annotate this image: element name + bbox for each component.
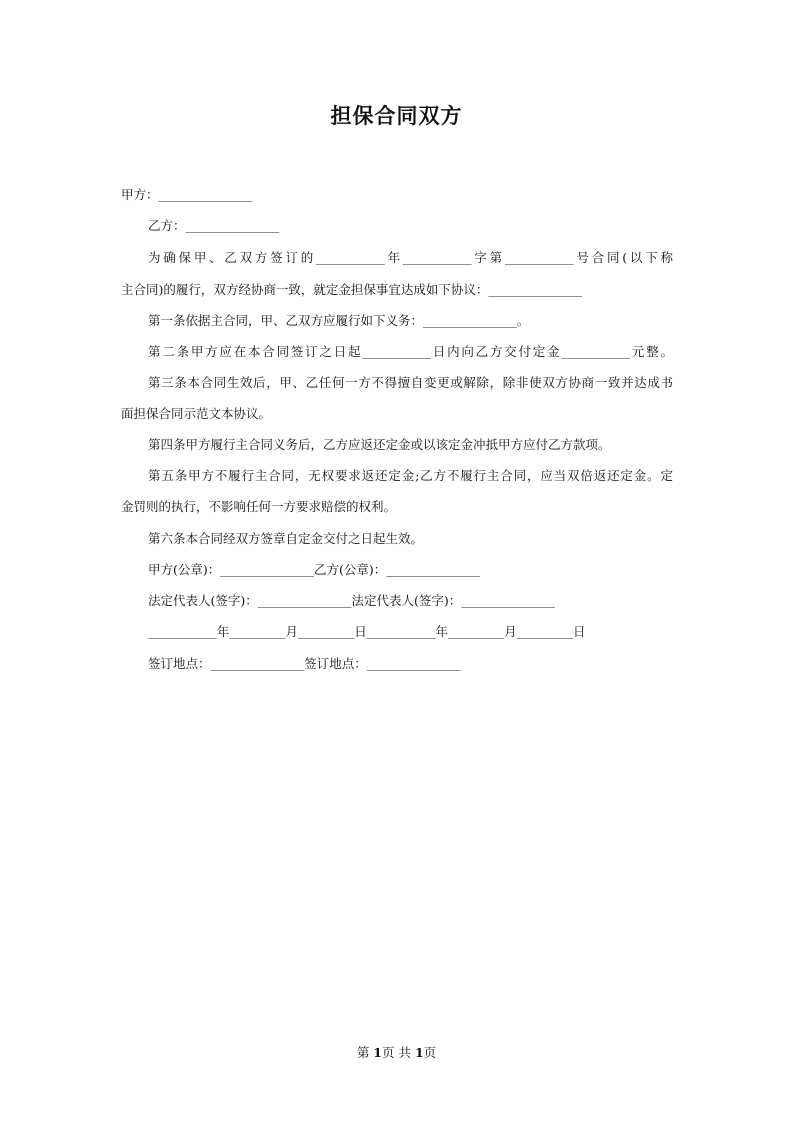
party-a-line: 甲方：_______________ (121, 187, 253, 202)
date-line: ___________年_________月_________日___________年_________月_________日 (148, 624, 586, 639)
footer-middle: 页 共 (382, 1045, 415, 1060)
footer-suffix: 页 (423, 1045, 437, 1060)
representative-line: 法定代表人(签字)：_______________法定代表人(签字)：_______________ (148, 593, 556, 608)
article-5-line-1: 第五条甲方不履行主合同，无权要求返还定金;乙方不履行主合同，应当双倍返还定金。定 (148, 468, 673, 483)
article-6: 第六条本合同经双方签章自定金交付之日起生效。 (148, 531, 424, 546)
intro-line-1: 为确保甲、乙双方签订的___________年___________字第___________号合同(以下称 (148, 250, 673, 265)
footer-prefix: 第 (356, 1045, 374, 1060)
seal-line: 甲方(公章)：_______________乙方(公章)：_______________ (148, 562, 481, 577)
article-3-line-1: 第三条本合同生效后，甲、乙任何一方不得擅自变更或解除，除非使双方协商一致并达成书 (148, 375, 673, 390)
intro-line-2: 主合同)的履行，双方经协商一致，就定金担保事宜达成如下协议：_______________ (121, 282, 583, 297)
party-b-line: 乙方：_______________ (148, 218, 280, 233)
page-footer (0, 1043, 793, 1061)
footer-total-pages: 1 (414, 1045, 424, 1060)
signing-place-line: 签订地点：_______________签订地点：_______________ (148, 656, 461, 671)
article-3-line-2: 面担保合同示范文本协议。 (121, 406, 272, 421)
footer-page-number: 1 (373, 1045, 382, 1060)
article-1: 第一条依据主合同，甲、乙双方应履行如下义务：_______________。 (148, 313, 530, 328)
article-5-line-2: 金罚则的执行，不影响任何一方要求赔偿的权利。 (121, 499, 397, 514)
document-title: 担保合同双方 (330, 103, 463, 128)
article-4: 第四条甲方履行主合同义务后，乙方应返还定金或以该定金冲抵甲方应付乙方款项。 (148, 437, 611, 452)
article-2: 第二条甲方应在本合同签订之日起___________日内向乙方交付定金___________元整。 (148, 344, 673, 359)
